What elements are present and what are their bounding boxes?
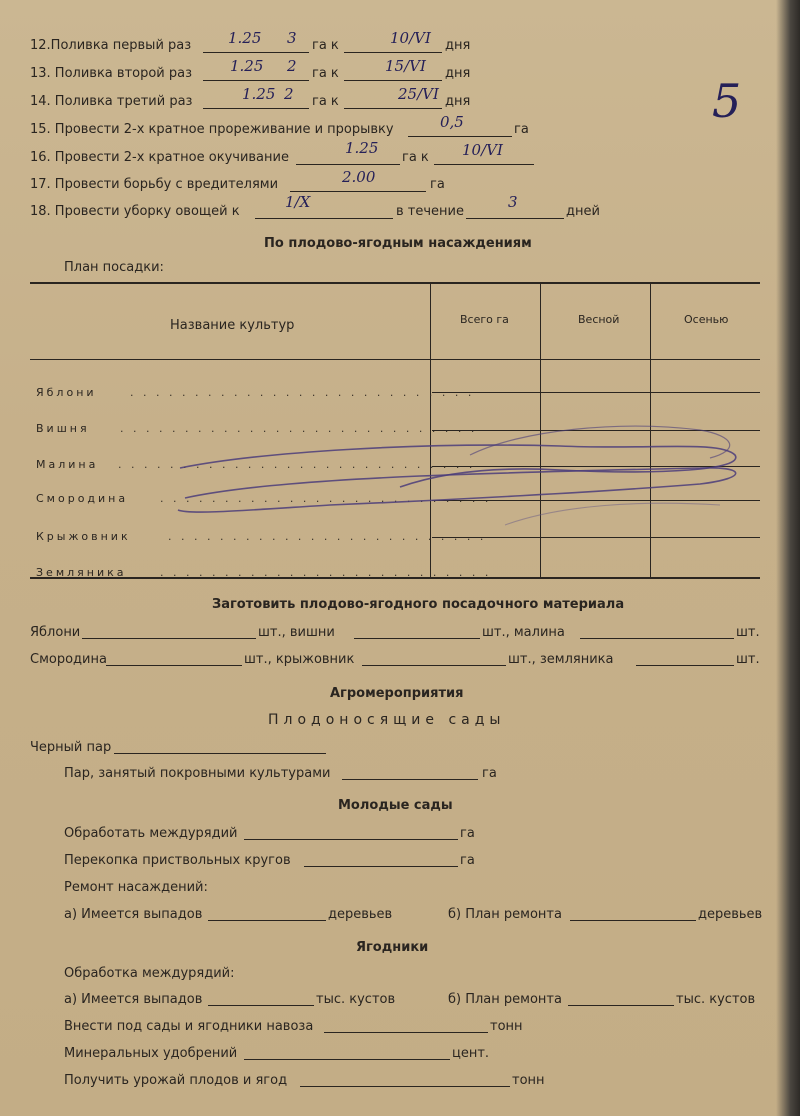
mineral-unit: цент. <box>452 1046 490 1061</box>
item-12-unit2: дня <box>445 38 471 53</box>
berry-process-label: Обработка междурядий: <box>64 966 235 981</box>
material-r1-b-unit: шт., малина <box>482 625 565 640</box>
material-r2-a: Смородина <box>30 652 107 667</box>
item-13-area-2: 2 <box>287 57 297 75</box>
item-12-label: 12.Поливка первый раз <box>30 38 192 53</box>
item-16-label: 16. Провести 2-х кратное окучивание <box>30 150 289 165</box>
item-13-unit: га к <box>312 66 339 81</box>
material-r2-b-unit: шт., земляника <box>508 652 614 667</box>
berry-lost-unit: тыс. кустов <box>316 992 396 1007</box>
material-r1-c-unit: шт. <box>736 625 760 640</box>
lost-trees-unit: деревьев <box>328 907 393 922</box>
table-row-label: Крыжовник <box>36 530 131 543</box>
item-16-date: 10/VI <box>462 141 503 159</box>
item-14-area-2: 2 <box>284 85 294 103</box>
process-rows-unit: га <box>460 826 475 841</box>
material-r1-a: Яблони <box>30 625 81 640</box>
item-15-label: 15. Провести 2-х кратное прореживание и прорывку <box>30 122 394 137</box>
item-18-unit3: дней <box>566 204 600 219</box>
dig-circles-label: Перекопка приствольных кругов <box>64 853 291 868</box>
item-16-area: 1.25 <box>345 139 379 157</box>
page-number: 5 <box>712 74 742 128</box>
item-18-days: 3 <box>508 193 518 211</box>
agro-sub-berries: Ягодники <box>356 940 429 955</box>
item-14-label: 14. Поливка третий раз <box>30 94 193 109</box>
col-header-autumn: Осенью <box>684 313 729 326</box>
item-15-unit: га <box>514 122 529 137</box>
berry-lost-label: а) Имеется выпадов <box>64 992 203 1007</box>
process-rows-label: Обработать междурядий <box>64 826 238 841</box>
material-r2-c-unit: шт. <box>736 652 760 667</box>
item-14-date: 25/VI <box>398 85 439 103</box>
fruit-heading: По плодово-ягодным насаждениям <box>264 236 532 251</box>
item-12-area: 1.25 <box>228 29 262 47</box>
item-14-area: 1.25 <box>242 85 276 103</box>
item-16-unit: га к <box>402 150 429 165</box>
item-12-unit: га к <box>312 38 339 53</box>
item-18-date: 1/X <box>285 193 311 211</box>
item-12-area-2: 3 <box>287 29 297 47</box>
repair-label: Ремонт насаждений: <box>64 880 208 895</box>
manure-unit: тонн <box>490 1019 523 1034</box>
material-r2-a-unit: шт., крыжовник <box>244 652 355 667</box>
col-header-total: Всего га <box>460 313 509 326</box>
table-row-label: Смородина <box>36 492 129 505</box>
black-fallow-label: Черный пар <box>30 740 112 755</box>
table-row-label: Малина <box>36 458 99 471</box>
item-14-unit2: дня <box>445 94 471 109</box>
col-header-culture: Название культур <box>170 318 295 333</box>
item-18-label: 18. Провести уборку овощей к <box>30 204 240 219</box>
item-17-unit: га <box>430 177 445 192</box>
material-heading: Заготовить плодово-ягодного посадочного материала <box>212 597 625 612</box>
item-13-label: 13. Поливка второй раз <box>30 66 193 81</box>
berry-plan-unit: тыс. кустов <box>676 992 756 1007</box>
manure-label: Внести под сады и ягодники навоза <box>64 1019 314 1034</box>
table-row-label: Яблони <box>36 386 97 399</box>
item-13-unit2: дня <box>445 66 471 81</box>
item-17-label: 17. Провести борьбу с вредителями <box>30 177 279 192</box>
lost-trees-label: а) Имеется выпадов <box>64 907 203 922</box>
harvest-label: Получить урожай плодов и ягод <box>64 1073 288 1088</box>
cover-fallow-label: Пар, занятый покровными культурами <box>64 766 331 781</box>
harvest-unit: тонн <box>512 1073 545 1088</box>
table-row-label: Земляника <box>36 566 127 579</box>
form-page: 12.Поливка первый раз 1.25 3 га к 10/VI дня 13. Поливка второй раз 1.25 2 га к 15/VI дня 14. Поливка третий раз 1.25 2 га к 25/VI дня 15. Провести 2-х кратное прореживание и прорывку 0,5 га 16. Провести 2-х кратное окучивание 1.25 га к 10/VI 17. Провести борьбу с вредителями 2.00 га 18. Провести уборку овощей к 1/X в течение 3 дней 5 По плодово-ягодным насаждениям План посадки: Название культур Всего га Весной Осенью Яблони . . . . . . . . . . . . . . . . . . . . . . . . . . . Вишня . . . . . . . . . . . . . . . . . . . . . . . . . . . . Малина . . . . . . . . . . . . . . . . . . . . . . . . . . . . Смородина . . . . . . . . . . . . . . . . . . . . . . . . . . Крыжовник . . . . . . . . . . . . . . . . . . . . . . . . . Земляника . . . . . . . . . . . . . . . . . . . . . . . . . . Заготовить плодово-ягодного посадочного материала Яблони шт., вишни шт., малина шт. Смородина шт., крыжовник шт., земляника шт. Агромероприятия Плодоносящие сады Черный пар Пар, занятый покровными культурами га Молодые сады Обработать междурядий га Перекопка приствольных кругов га Ремонт насаждений: а) Имеется выпадов деревьев б) План ремонта деревьев Ягодники Обработка междурядий: а) Имеется выпадов тыс. кустов б) План ремонта тыс. кустов Внести под сады и ягодники навоза тонн Минеральных удобрений цент. Получить урожай плодов и ягод тонн <box>0 0 800 1116</box>
agro-sub-fruiting: Плодоносящие сады <box>268 712 506 728</box>
agro-sub-young: Молодые сады <box>338 798 453 813</box>
item-14-unit: га к <box>312 94 339 109</box>
table-row-label: Вишня <box>36 422 90 435</box>
col-header-spring: Весной <box>578 313 620 326</box>
mineral-label: Минеральных удобрений <box>64 1046 238 1061</box>
item-12-date: 10/VI <box>390 29 431 47</box>
plan-label: План посадки: <box>64 260 164 275</box>
berry-plan-label: б) План ремонта <box>448 992 562 1007</box>
cover-fallow-unit: га <box>482 766 497 781</box>
agro-heading: Агромероприятия <box>330 686 464 701</box>
item-15-area: 0,5 <box>440 113 464 131</box>
item-13-area: 1.25 <box>230 57 264 75</box>
dig-circles-unit: га <box>460 853 475 868</box>
item-17-area: 2.00 <box>342 168 376 186</box>
material-r1-a-unit: шт., вишни <box>258 625 335 640</box>
repair-plan-label: б) План ремонта <box>448 907 562 922</box>
item-18-unit2: в течение <box>396 204 464 219</box>
repair-plan-unit: деревьев <box>698 907 763 922</box>
item-13-date: 15/VI <box>385 57 426 75</box>
